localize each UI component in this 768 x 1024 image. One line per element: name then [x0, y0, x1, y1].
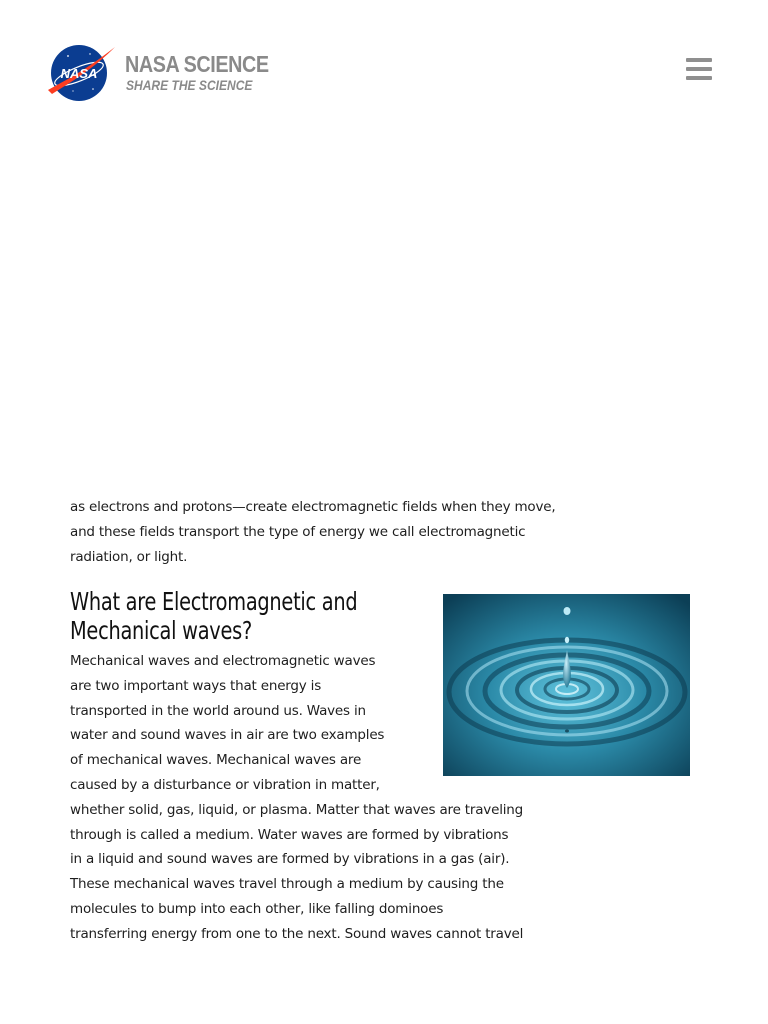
- paragraph-line: Mechanical waves and electromagnetic waves: [70, 653, 376, 669]
- menu-bar: [686, 58, 712, 62]
- section-heading: What are Electromagnetic and Mechanical waves?: [70, 587, 358, 645]
- menu-bar: [686, 76, 712, 80]
- paragraph-line: are two important ways that energy is: [70, 677, 322, 694]
- paragraph-line: transferring energy from one to the next. Sound waves cannot travel: [70, 925, 524, 942]
- home-logo-link[interactable]: [46, 44, 269, 104]
- hamburger-menu-icon[interactable]: [681, 54, 717, 86]
- paragraph-line: transported in the world around us. Waves in: [70, 702, 366, 719]
- paragraph-line: in a liquid and sound waves are formed by vibrations in a gas (air).: [70, 851, 510, 868]
- site-header: [0, 0, 768, 130]
- paragraph-line: whether solid, gas, liquid, or plasma. Matter that waves are traveling: [70, 801, 524, 818]
- paragraph-line: caused by a disturbance or vibration in matter,: [70, 776, 380, 793]
- paragraph-line: through is called a medium. Water waves are formed by vibrations: [70, 826, 509, 843]
- intro-paragraph: as electrons and protons—create electromagnetic fields when they move, and these fields transport the type of energy we call electromagnetic radiation, or light.: [70, 499, 556, 565]
- paragraph-line: molecules to bump into each other, like falling dominoes: [70, 900, 444, 917]
- svg-text:NASA: NASA: [60, 66, 98, 81]
- nasa-meatball-logo-icon: [46, 44, 118, 102]
- site-tagline: SHARE THE SCIENCE: [126, 77, 253, 93]
- site-title: NASA SCIENCE: [125, 51, 269, 77]
- body-paragraph: [70, 649, 695, 947]
- paragraph-line: of mechanical waves. Mechanical waves are: [70, 752, 362, 769]
- paragraph-line: These mechanical waves travel through a medium by causing the: [70, 876, 504, 893]
- menu-bar: [686, 67, 712, 71]
- paragraph-line: water and sound waves in air are two examples: [70, 727, 385, 744]
